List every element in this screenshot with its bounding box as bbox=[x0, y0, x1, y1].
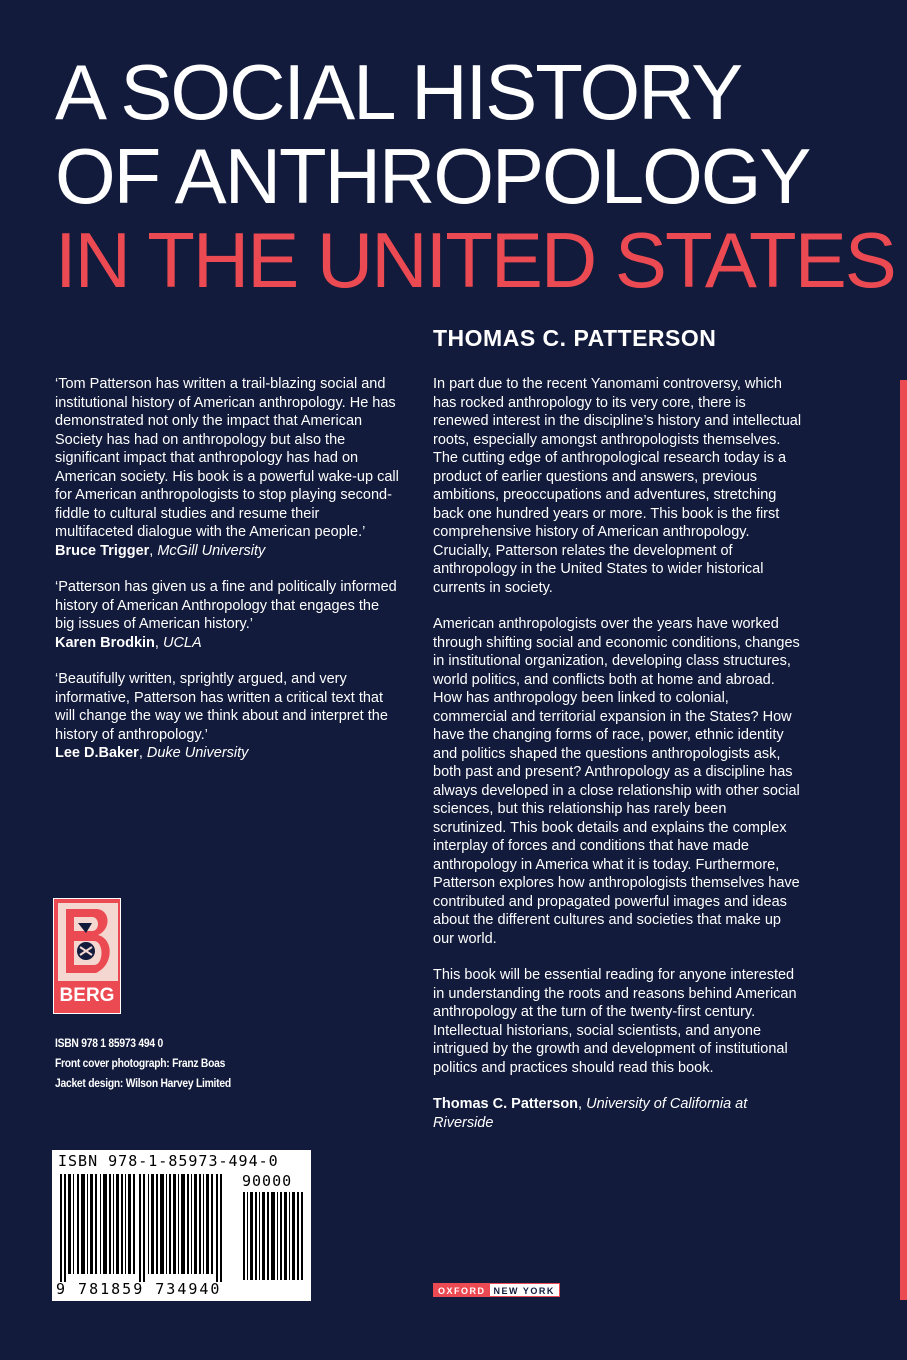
quote-author: Bruce Trigger bbox=[55, 542, 150, 559]
blurb-paragraph: American anthropologists over the years have worked through shifting social and economic conditions, changes in institutional organization, developing class structures, world politics, and conflicts both at home and abroad. How has anthropology been linked to colonial, commercial and territorial expansion in the States? How have the changing forms of race, power, ethnic identity and politics shaped the questions anthropologists ask, both past and present? Anthropology as a discipline has always developed in a close relationship with other social sciences, but this relationship has rarely been scrutinized. This book details and explains the complex interplay of forces and conditions that have made anthropology in America what it is today. Furthermore, Patterson explores how anthropologists themselves have contributed and propagated powerful images and ideas about the different cultures and societies that make up our world. bbox=[433, 616, 800, 947]
barcode-price-code: 90000 bbox=[242, 1172, 293, 1190]
accent-bar bbox=[900, 380, 907, 1300]
credits-isbn: ISBN 978 1 85973 494 0 bbox=[55, 1036, 163, 1050]
barcode bbox=[52, 1150, 311, 1301]
quote-affiliation: UCLA bbox=[162, 634, 202, 651]
publisher-city-new-york: NEW YORK bbox=[490, 1284, 559, 1296]
quote-attribution: Lee D.Baker, Duke University bbox=[55, 745, 249, 761]
barcode-digits: 9 781859 734940 bbox=[56, 1280, 222, 1298]
publisher-locations bbox=[433, 1283, 560, 1297]
quote-text: ‘Tom Patterson has written a trail-blazing social and institutional history of American anthropology. He has demonstrated not only the impact that American Society has had on anthropology but also the significant impact that anthropology has had on American society. His book is a powerful wake-up call for American anthropologists to stop playing second-fiddle to cultural studies and resume their multifaceted dialogue with the American people.’ bbox=[55, 376, 399, 540]
quote-author: Karen Brodkin bbox=[55, 634, 155, 651]
title-line-1: A SOCIAL HISTORY bbox=[55, 48, 742, 136]
barcode-bars bbox=[58, 1174, 228, 1282]
barcode-isbn: ISBN 978-1-85973-494-0 bbox=[58, 1152, 279, 1170]
quote-text: ‘Patterson has given us a fine and politically informed history of American Anthropology that engages the big issues of American history.’ bbox=[55, 579, 397, 632]
book-title bbox=[55, 48, 895, 304]
signature-affiliation: University of California at Riverside bbox=[433, 1096, 748, 1131]
blurb-paragraph: This book will be essential reading for anyone interested in understanding the roots and reasons behind American anthropology at the turn of the twenty-first century. Intellectual historians, social scientists, and anyone intrigued by the growth and development of institutional politics and practices should read this book. bbox=[433, 967, 797, 1076]
quote-attribution: Bruce Trigger, McGill University bbox=[55, 542, 266, 559]
author-name: THOMAS C. PATTERSON bbox=[433, 325, 717, 351]
berg-logo bbox=[53, 898, 121, 1014]
berg-logo-text: BERG bbox=[59, 985, 115, 1006]
publisher-city-oxford: OXFORD bbox=[434, 1284, 490, 1296]
endorsement-quote bbox=[55, 670, 400, 763]
blurb bbox=[433, 375, 803, 1150]
blurb-paragraph: In part due to the recent Yanomami controversy, which has rocked anthropology to its very core, there is renewed interest in the discipline’s history and intellectual roots, especially amongst anthropologists themselves. The cutting edge of anthropological research today is a product of earlier questions and answers, previous ambitions, preoccupations and adventures, stretching back one hundred years or more. This book is the first comprehensive history of American anthropology. Crucially, Patterson relates the development of anthropology in the United States to wider historical currents in society. bbox=[433, 376, 802, 596]
quote-text: ‘Beautifully written, sprightly argued, and very informative, Patterson has written a critical text that will change the way we think about and interpret the history of anthropology.’ bbox=[55, 671, 388, 743]
credits bbox=[55, 1033, 231, 1093]
quote-author: Lee D.Baker bbox=[55, 745, 139, 761]
signature-name: Thomas C. Patterson bbox=[433, 1096, 579, 1112]
endorsements bbox=[55, 375, 400, 781]
credits-photo: Front cover photograph: Franz Boas bbox=[55, 1056, 226, 1070]
endorsement-quote bbox=[55, 578, 400, 652]
credits-design: Jacket design: Wilson Harvey Limited bbox=[55, 1076, 231, 1090]
title-line-2: OF ANTHROPOLOGY bbox=[55, 132, 810, 220]
quote-attribution: Karen Brodkin, UCLA bbox=[55, 634, 202, 651]
blurb-signature: Thomas C. Patterson, University of California at Riverside bbox=[433, 1096, 748, 1131]
barcode-addon-bars bbox=[242, 1192, 304, 1280]
quote-affiliation: Duke University bbox=[146, 745, 249, 761]
quote-affiliation: McGill University bbox=[157, 542, 266, 559]
berg-emblem-icon bbox=[58, 903, 118, 981]
endorsement-quote bbox=[55, 375, 400, 560]
title-line-3: IN THE UNITED STATES bbox=[55, 216, 895, 304]
